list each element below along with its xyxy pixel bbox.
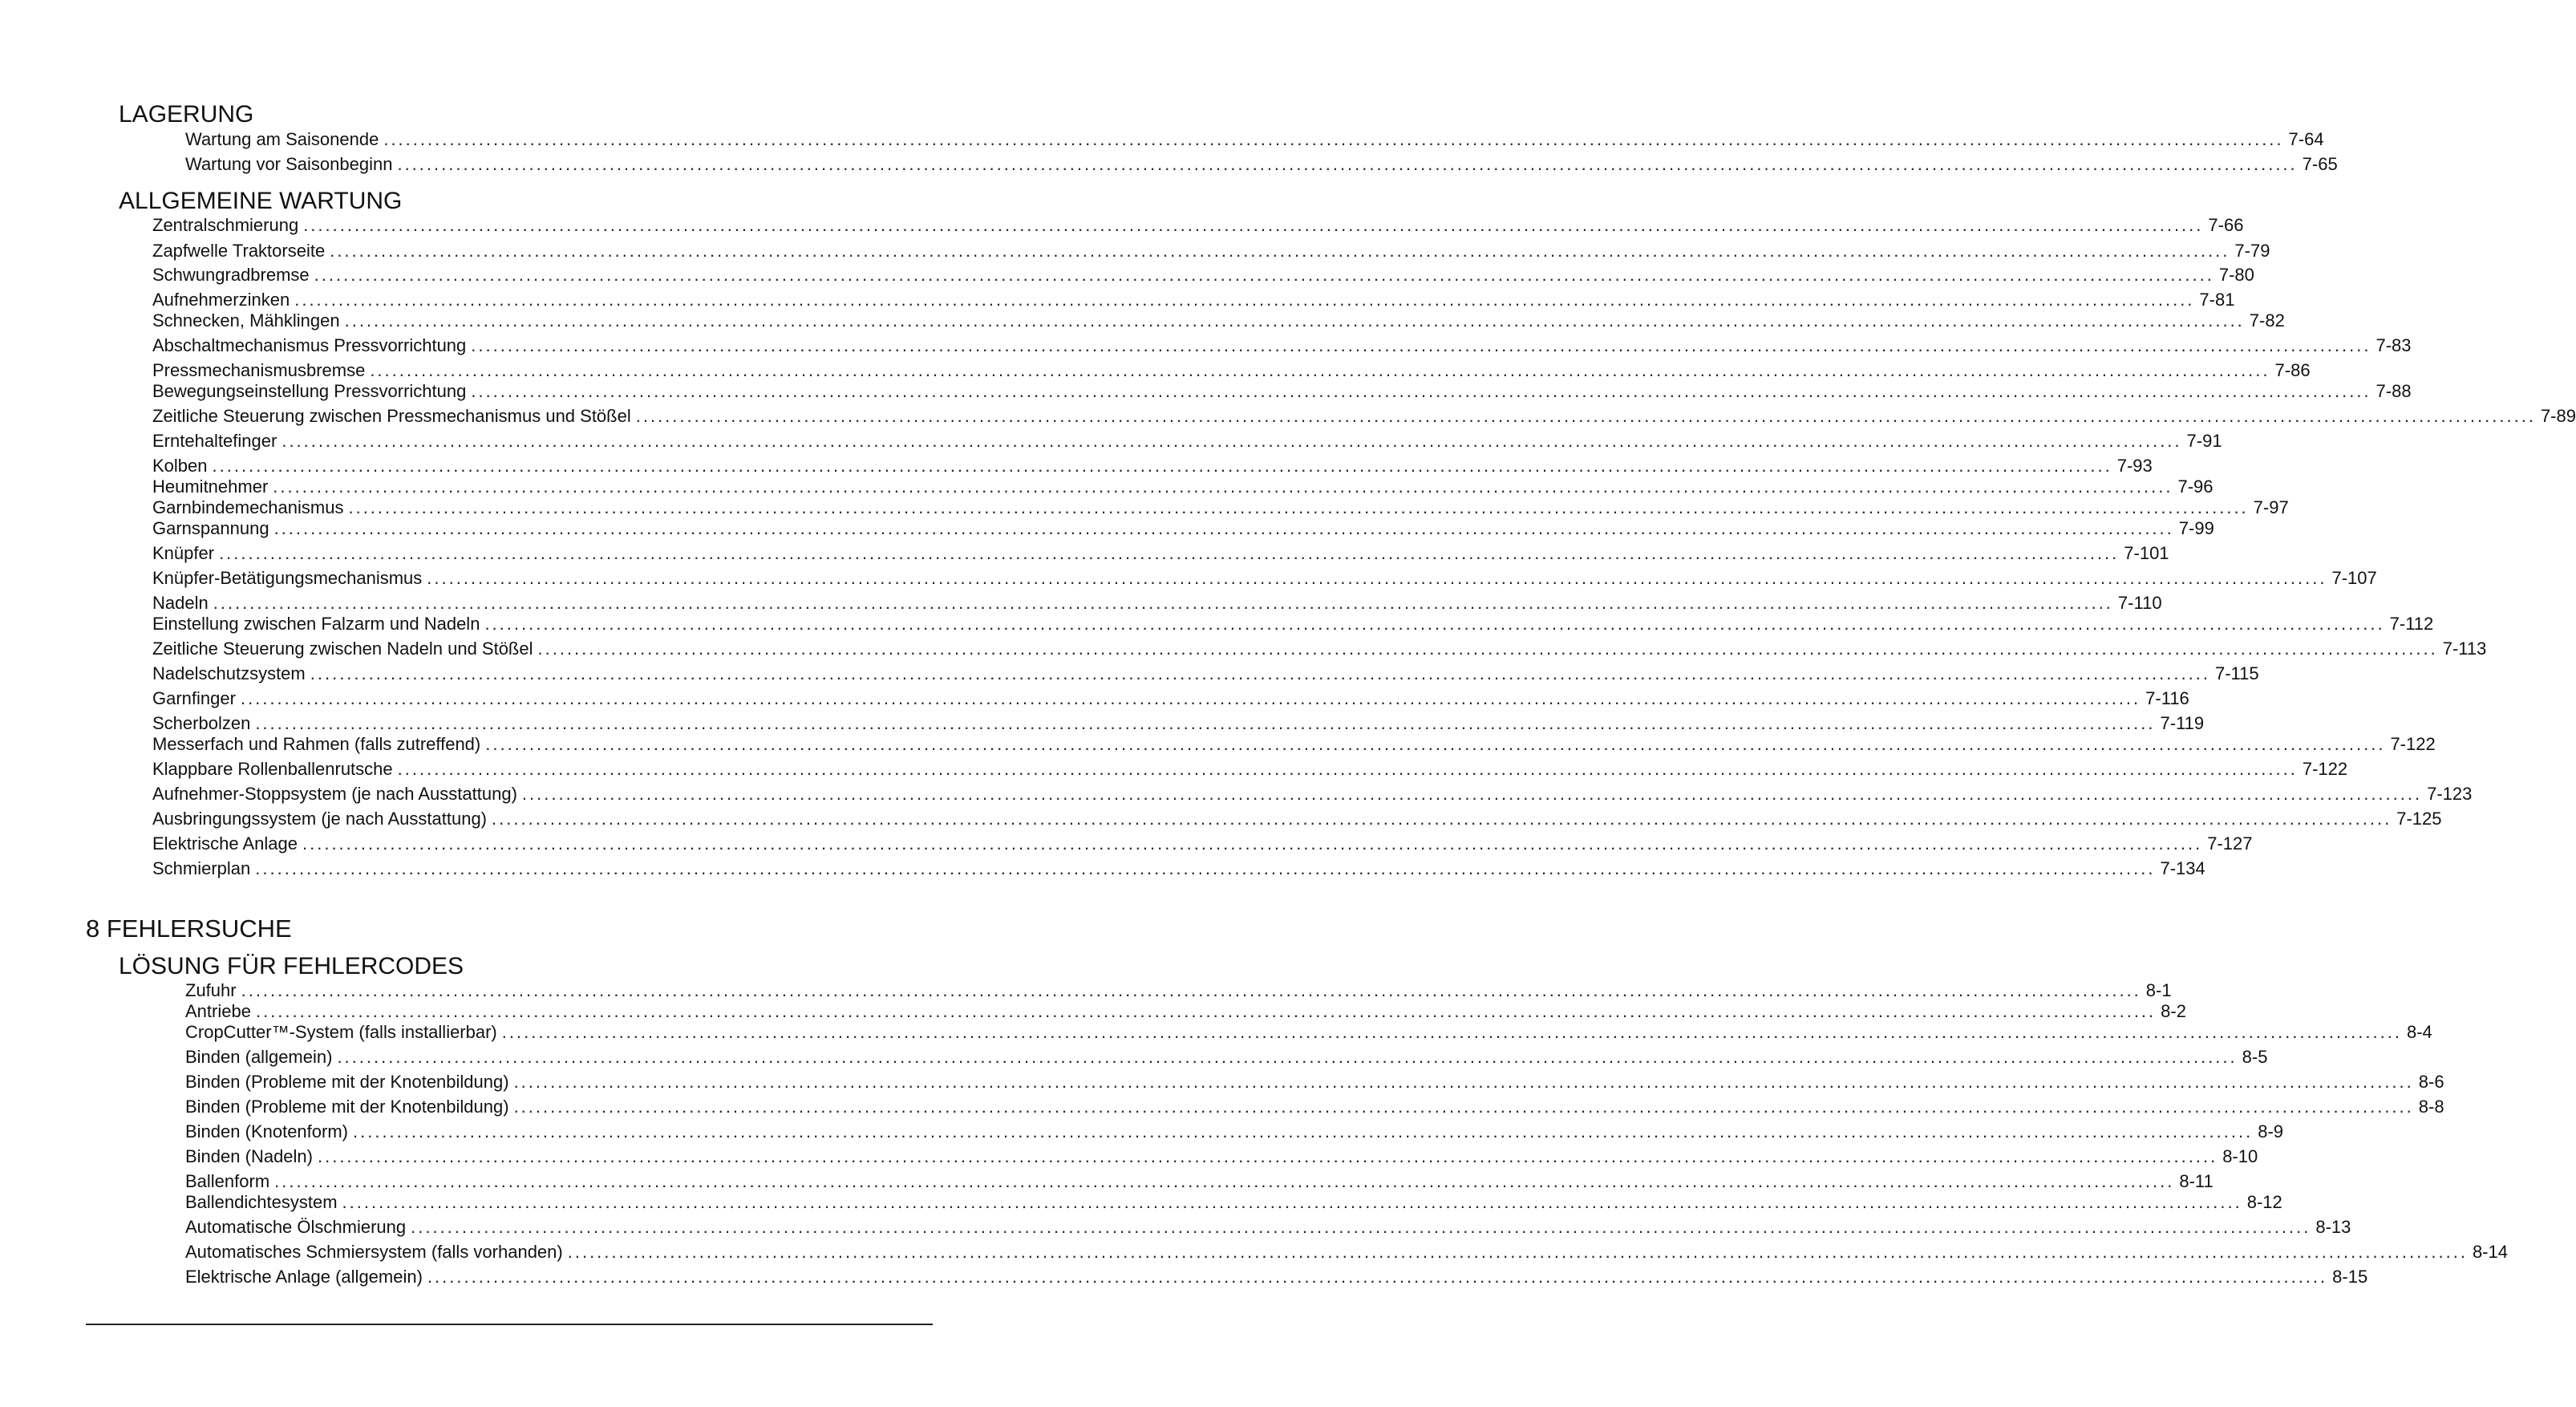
- toc-entry[interactable]: [152, 831, 2253, 854]
- toc-entry-label: Garnbindemechanismus: [152, 497, 344, 517]
- toc-entry[interactable]: [152, 333, 2412, 355]
- toc-entry-page-number: 8-11: [2179, 1171, 2213, 1191]
- toc-entry-label: Heumitnehmer: [152, 476, 269, 497]
- toc-entry-page-number: 7-122: [2302, 759, 2348, 779]
- toc-leader-dots: ....................................................................................................................................................................................................................................................................: [397, 154, 2298, 174]
- toc-entry-label: Schmierplan: [152, 858, 251, 878]
- toc-entry-page-number: 7-115: [2214, 663, 2259, 683]
- toc-leader-dots: ....................................................................................................................................................................................................................................................................: [567, 1242, 2468, 1262]
- toc-entry-page-number: 7-116: [2145, 688, 2189, 708]
- toc-entry[interactable]: [185, 1190, 2282, 1212]
- toc-entry[interactable]: [185, 1094, 2444, 1117]
- toc-entry[interactable]: [185, 152, 2338, 174]
- toc-entry-page-number: 7-86: [2274, 360, 2311, 380]
- toc-entry-label: Garnspannung: [152, 518, 269, 538]
- toc-entry-label: Pressmechanismusbremse: [152, 360, 366, 380]
- toc-entry-label: Zeitliche Steuerung zwischen Nadeln und Stößel: [152, 639, 533, 659]
- toc-entry-label: Einstellung zwischen Falzarm und Nadeln: [152, 614, 480, 634]
- footer-rule: [86, 1324, 933, 1325]
- toc-entry[interactable]: [152, 806, 2442, 829]
- toc-leader-dots: ....................................................................................................................................................................................................................................................................: [513, 1097, 2414, 1117]
- toc-entry-page-number: 7-79: [2234, 241, 2270, 261]
- toc-entry[interactable]: [185, 1264, 2368, 1287]
- toc-entry-page-number: 7-127: [2207, 833, 2253, 854]
- toc-entry-page-number: 7-91: [2186, 431, 2222, 451]
- toc-entry-page-number: 7-97: [2253, 497, 2289, 517]
- toc-entry-label: Automatisches Schmiersystem (falls vorhanden): [185, 1242, 563, 1262]
- toc-entry[interactable]: [152, 516, 2214, 538]
- toc-entry[interactable]: [152, 756, 2348, 779]
- toc-entry[interactable]: [152, 541, 2169, 563]
- toc-entry-label: Automatische Ölschmierung: [185, 1217, 407, 1237]
- toc-entry-page-number: 7-88: [2376, 381, 2412, 401]
- toc-entry-page-number: 7-66: [2208, 215, 2244, 235]
- toc-entry-page-number: 7-65: [2302, 154, 2338, 174]
- toc-entry-page-number: 7-81: [2199, 290, 2235, 310]
- toc-entry[interactable]: [185, 1169, 2213, 1191]
- toc-entry-page-number: 8-13: [2315, 1217, 2351, 1237]
- toc-leader-dots: ....................................................................................................................................................................................................................................................................: [521, 784, 2423, 804]
- toc-entry-page-number: 7-82: [2249, 310, 2285, 330]
- toc-entry-page-number: 7-101: [2124, 543, 2169, 563]
- toc-leader-dots: ....................................................................................................................................................................................................................................................................: [501, 1022, 2402, 1042]
- toc-entry[interactable]: [152, 474, 2213, 497]
- toc-entry[interactable]: [152, 566, 2377, 588]
- toc-entry-label: Binden (Knotenform): [185, 1121, 348, 1141]
- toc-leader-dots: ....................................................................................................................................................................................................................................................................: [273, 518, 2174, 538]
- toc-leader-dots: ....................................................................................................................................................................................................................................................................: [241, 980, 2141, 1000]
- toc-entry-label: Elektrische Anlage (allgemein): [185, 1267, 423, 1287]
- toc-entry[interactable]: [152, 428, 2222, 451]
- toc-leader-dots: ....................................................................................................................................................................................................................................................................: [240, 688, 2141, 708]
- chapter-heading-fehlersuche: 8 FEHLERSUCHE: [86, 914, 292, 943]
- toc-leader-dots: ....................................................................................................................................................................................................................................................................: [255, 713, 2156, 733]
- toc-leader-dots: ....................................................................................................................................................................................................................................................................: [212, 456, 2112, 476]
- toc-leader-dots: ....................................................................................................................................................................................................................................................................: [302, 833, 2203, 854]
- toc-leader-dots: ....................................................................................................................................................................................................................................................................: [537, 639, 2438, 659]
- toc-entry-label: Zentralschmierung: [152, 215, 299, 235]
- toc-entry[interactable]: [152, 590, 2162, 613]
- toc-entry-page-number: 7-89: [2540, 406, 2576, 426]
- toc-entry-page-number: 8-14: [2472, 1242, 2508, 1262]
- toc-leader-dots: ....................................................................................................................................................................................................................................................................: [255, 858, 2156, 878]
- toc-leader-dots: ....................................................................................................................................................................................................................................................................: [273, 476, 2173, 497]
- toc-entry[interactable]: [152, 781, 2473, 804]
- toc-leader-dots: ....................................................................................................................................................................................................................................................................: [213, 593, 2113, 613]
- toc-entry-label: Binden (Probleme mit der Knotenbildung): [185, 1072, 509, 1092]
- toc-entry[interactable]: [152, 213, 2244, 235]
- toc-leader-dots: ....................................................................................................................................................................................................................................................................: [485, 734, 2386, 754]
- toc-leader-dots: ....................................................................................................................................................................................................................................................................: [342, 1192, 2242, 1212]
- toc-leader-dots: ....................................................................................................................................................................................................................................................................: [317, 1146, 2218, 1166]
- toc-entry[interactable]: [152, 661, 2259, 683]
- toc-entry-page-number: 8-4: [2406, 1022, 2432, 1042]
- toc-entry-label: Knüpfer-Betätigungsmechanismus: [152, 568, 423, 588]
- toc-entry-label: Erntehaltefinger: [152, 431, 277, 451]
- toc-entry-label: Bewegungseinstellung Pressvorrichtung: [152, 381, 467, 401]
- toc-leader-dots: ....................................................................................................................................................................................................................................................................: [330, 241, 2230, 261]
- toc-entry-label: Aufnehmerzinken: [152, 290, 290, 310]
- toc-leader-dots: ....................................................................................................................................................................................................................................................................: [484, 614, 2385, 634]
- toc-entry[interactable]: [152, 308, 2285, 330]
- toc-entry-label: Binden (Nadeln): [185, 1146, 313, 1166]
- toc-leader-dots: ....................................................................................................................................................................................................................................................................: [411, 1217, 2311, 1237]
- toc-entry-page-number: 8-9: [2258, 1121, 2283, 1141]
- toc-entry-label: Klappbare Rollenballenrutsche: [152, 759, 393, 779]
- toc-entry[interactable]: [152, 856, 2205, 878]
- toc-leader-dots: ....................................................................................................................................................................................................................................................................: [310, 663, 2210, 683]
- toc-entry-label: Elektrische Anlage: [152, 833, 298, 854]
- toc-entry[interactable]: [185, 978, 2172, 1000]
- toc-entry-label: Knüpfer: [152, 543, 215, 563]
- toc-entry-label: Schwungradbremse: [152, 265, 310, 285]
- toc-entry-page-number: 7-122: [2390, 734, 2436, 754]
- toc-entry-page-number: 7-119: [2160, 713, 2205, 733]
- toc-entry[interactable]: [185, 1044, 2268, 1067]
- toc-entry-page-number: 8-1: [2145, 980, 2172, 1000]
- toc-entry-label: Aufnehmer-Stoppsystem (je nach Ausstattung): [152, 784, 517, 804]
- toc-leader-dots: ....................................................................................................................................................................................................................................................................: [492, 809, 2392, 829]
- toc-entry[interactable]: [152, 711, 2205, 733]
- toc-leader-dots: ....................................................................................................................................................................................................................................................................: [397, 759, 2298, 779]
- toc-leader-dots: ....................................................................................................................................................................................................................................................................: [370, 360, 2270, 380]
- toc-entry[interactable]: [185, 1239, 2508, 1262]
- toc-leader-dots: ....................................................................................................................................................................................................................................................................: [255, 1001, 2157, 1021]
- toc-entry[interactable]: [152, 287, 2235, 310]
- toc-entry[interactable]: [152, 611, 2434, 634]
- toc-leader-dots: ....................................................................................................................................................................................................................................................................: [471, 335, 2371, 355]
- toc-entry-label: Scherbolzen: [152, 713, 251, 733]
- toc-entry-label: Wartung am Saisonende: [185, 129, 379, 149]
- toc-leader-dots: ....................................................................................................................................................................................................................................................................: [635, 406, 2536, 426]
- toc-entry-page-number: 8-8: [2418, 1097, 2444, 1117]
- toc-entry-page-number: 7-80: [2218, 265, 2254, 285]
- section-heading-allgemeine-wartung: ALLGEMEINE WARTUNG: [119, 188, 403, 214]
- toc-entry-page-number: 7-96: [2177, 476, 2213, 497]
- toc-leader-dots: ....................................................................................................................................................................................................................................................................: [344, 310, 2245, 330]
- toc-entry-label: Antriebe: [185, 1001, 251, 1021]
- toc-leader-dots: ....................................................................................................................................................................................................................................................................: [314, 265, 2214, 285]
- toc-leader-dots: ....................................................................................................................................................................................................................................................................: [353, 1121, 2254, 1141]
- toc-entry-label: Wartung vor Saisonbeginn: [185, 154, 393, 174]
- toc-entry-page-number: 7-134: [2160, 858, 2205, 878]
- section-heading-lagerung: LAGERUNG: [119, 101, 254, 128]
- toc-entry-page-number: 7-83: [2376, 335, 2412, 355]
- toc-entry[interactable]: [152, 238, 2270, 261]
- toc-leader-dots: ....................................................................................................................................................................................................................................................................: [303, 215, 2204, 235]
- toc-entry-page-number: 7-110: [2117, 593, 2162, 613]
- toc-leader-dots: ....................................................................................................................................................................................................................................................................: [383, 129, 2284, 149]
- toc-entry-page-number: 8-6: [2418, 1072, 2444, 1092]
- toc-leader-dots: ....................................................................................................................................................................................................................................................................: [348, 497, 2249, 517]
- toc-entry-page-number: 7-99: [2178, 518, 2214, 538]
- toc-entry[interactable]: [185, 999, 2186, 1021]
- toc-entry[interactable]: [185, 1020, 2432, 1042]
- toc-leader-dots: ....................................................................................................................................................................................................................................................................: [427, 1267, 2328, 1287]
- toc-entry[interactable]: [152, 686, 2189, 708]
- toc-entry-page-number: 7-64: [2288, 129, 2324, 149]
- toc-entry-page-number: 8-5: [2242, 1047, 2268, 1067]
- toc-entry-label: Zufuhr: [185, 980, 237, 1000]
- toc-entry-page-number: 7-93: [2116, 456, 2153, 476]
- toc-entry-label: Ausbringungssystem (je nach Ausstattung): [152, 809, 488, 829]
- toc-entry-label: Binden (allgemein): [185, 1047, 333, 1067]
- toc-leader-dots: ....................................................................................................................................................................................................................................................................: [337, 1047, 2238, 1067]
- toc-entry[interactable]: [152, 358, 2311, 380]
- toc-entry-page-number: 8-15: [2332, 1267, 2368, 1287]
- toc-entry-label: Kolben: [152, 456, 208, 476]
- toc-entry-page-number: 7-112: [2389, 614, 2434, 634]
- toc-entry[interactable]: [152, 379, 2412, 401]
- toc-entry-page-number: 8-10: [2222, 1146, 2258, 1166]
- toc-leader-dots: ....................................................................................................................................................................................................................................................................: [294, 290, 2195, 310]
- toc-entry-label: Zapfwelle Traktorseite: [152, 241, 326, 261]
- toc-entry-label: Zeitliche Steuerung zwischen Pressmechanismus und Stößel: [152, 406, 631, 426]
- toc-entry[interactable]: [185, 1144, 2258, 1166]
- toc-entry-label: Nadelschutzsystem: [152, 663, 306, 683]
- toc-entry-page-number: 7-125: [2396, 809, 2442, 829]
- toc-entry[interactable]: [152, 495, 2289, 517]
- toc-entry-label: Garnfinger: [152, 688, 236, 708]
- toc-entry-label: Ballendichtesystem: [185, 1192, 338, 1212]
- toc-entry-page-number: 7-107: [2331, 568, 2377, 588]
- toc-entry-label: Ballenform: [185, 1171, 270, 1191]
- toc-entry[interactable]: [152, 453, 2153, 476]
- section-heading-fehlercodes: LÖSUNG FÜR FEHLERCODES: [119, 953, 464, 979]
- toc-entry[interactable]: [185, 1069, 2444, 1092]
- toc-entry[interactable]: [185, 1119, 2283, 1141]
- toc-entry-page-number: 8-2: [2161, 1001, 2186, 1021]
- toc-leader-dots: ....................................................................................................................................................................................................................................................................: [219, 543, 2120, 563]
- toc-entry-page-number: 7-113: [2442, 639, 2487, 659]
- toc-entry[interactable]: [185, 127, 2324, 149]
- toc-leader-dots: ....................................................................................................................................................................................................................................................................: [274, 1171, 2175, 1191]
- toc-leader-dots: ....................................................................................................................................................................................................................................................................: [471, 381, 2371, 401]
- toc-leader-dots: ....................................................................................................................................................................................................................................................................: [513, 1072, 2414, 1092]
- toc-entry-label: Abschaltmechanismus Pressvorrichtung: [152, 335, 467, 355]
- toc-entry[interactable]: [185, 1214, 2351, 1237]
- toc-entry[interactable]: [152, 403, 2576, 426]
- toc-entry[interactable]: [152, 636, 2487, 659]
- toc-entry-label: CropCutter™-System (falls installierbar): [185, 1022, 497, 1042]
- toc-leader-dots: ....................................................................................................................................................................................................................................................................: [427, 568, 2327, 588]
- toc-entry-label: Schnecken, Mähklingen: [152, 310, 340, 330]
- toc-entry[interactable]: [152, 732, 2436, 754]
- toc-entry-page-number: 8-12: [2246, 1192, 2282, 1212]
- toc-leader-dots: ....................................................................................................................................................................................................................................................................: [281, 431, 2182, 451]
- toc-entry-page-number: 7-123: [2427, 784, 2473, 804]
- toc-entry-label: Messerfach und Rahmen (falls zutreffend): [152, 734, 481, 754]
- toc-entry-label: Binden (Probleme mit der Knotenbildung): [185, 1097, 509, 1117]
- toc-entry-label: Nadeln: [152, 593, 209, 613]
- toc-entry[interactable]: [152, 262, 2254, 285]
